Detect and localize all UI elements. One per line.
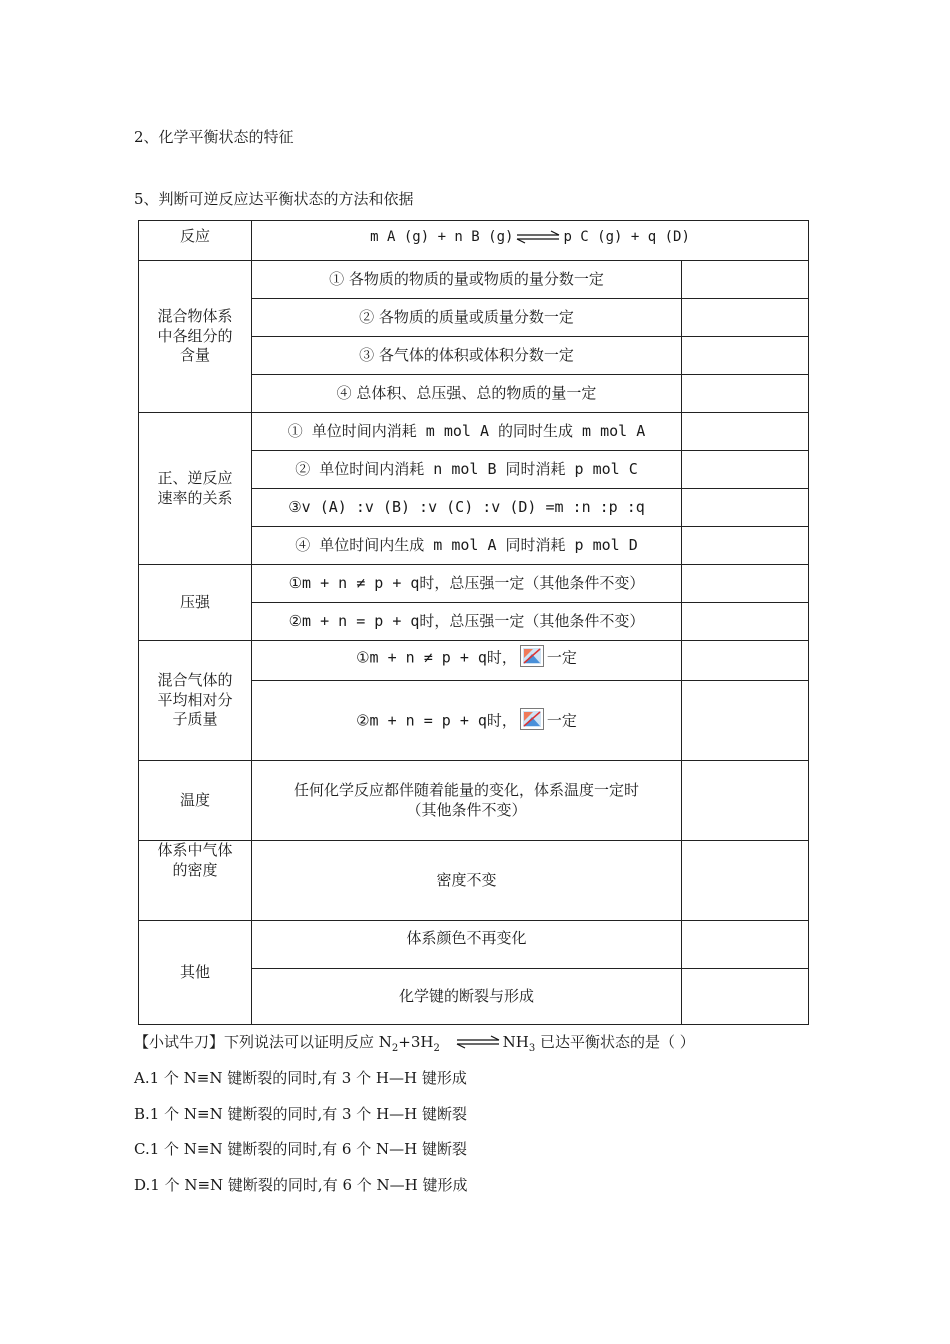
rate-group-label [139, 413, 252, 565]
blank-cell [682, 261, 809, 299]
pressure-row-2: ②m + n = p + q时，总压强一定（其他条件不变） [252, 603, 682, 641]
density-text: 密度不变 [252, 841, 682, 921]
blank-cell [682, 603, 809, 641]
other-row-1: 体系颜色不再变化 [252, 921, 682, 969]
reaction-equation [252, 221, 809, 261]
blank-cell [682, 375, 809, 413]
blank-cell [682, 969, 809, 1025]
quiz-option-d: D.1 个 N≡N 键断裂的同时,有 6 个 N—H 键形成 [134, 1176, 468, 1194]
rate-row-4: ④ 单位时间内生成 m mol A 同时消耗 p mol D [252, 527, 682, 565]
blank-cell [682, 337, 809, 375]
blank-cell [682, 413, 809, 451]
density-label-line: 体系中气体 [157, 841, 233, 859]
equilibrium-criteria-table [138, 220, 809, 1025]
other-row-2: 化学键的断裂与形成 [252, 969, 682, 1025]
molar-mass-group-label [139, 641, 252, 761]
content-row-1: ① 各物质的物质的量或物质的量分数一定 [252, 261, 682, 299]
h2-subscript: 2 [433, 1043, 440, 1054]
blank-cell [682, 841, 809, 921]
quiz-option-b: B.1 个 N≡N 键断裂的同时,有 3 个 H—H 键断裂 [134, 1105, 468, 1123]
blank-cell [682, 527, 809, 565]
n2-subscript: 2 [391, 1043, 399, 1054]
molar-mass-label-line: 混合气体的 [157, 671, 233, 690]
rate-row-1: ① 单位时间内消耗 m mol A 的同时生成 m mol A [252, 413, 682, 451]
nh3-subscript: 3 [528, 1043, 536, 1054]
molar-mass-row-1-suffix: 一定 [546, 648, 577, 667]
blank-cell [682, 299, 809, 337]
molar-mass-row-2-suffix: 一定 [546, 711, 577, 729]
equilibrium-arrow-icon [455, 1035, 501, 1049]
temperature-text-line: 任何化学反应都伴随着能量的变化，体系温度一定时 [293, 781, 639, 799]
image-placeholder-icon [520, 645, 544, 667]
molar-mass-row-2 [252, 681, 682, 761]
temperature-text [252, 761, 682, 841]
pressure-label: 压强 [139, 565, 252, 641]
content-row-2: ② 各物质的质量或质量分数一定 [252, 299, 682, 337]
section-heading-5: 5、判断可逆反应达平衡状态的方法和依据 [134, 190, 414, 208]
other-label: 其他 [139, 921, 252, 1025]
molar-mass-row-1 [252, 641, 682, 681]
blank-cell [682, 565, 809, 603]
blank-cell [682, 641, 809, 681]
quiz-prefix: 【小试牛刀】下列说法可以证明反应 N [134, 1033, 392, 1051]
image-placeholder-icon [520, 708, 544, 730]
content-label-line: 含量 [179, 346, 210, 365]
quiz-product: NH [502, 1033, 529, 1051]
density-label-line: 的密度 [172, 860, 218, 879]
rate-label-line: 速率的关系 [157, 488, 233, 507]
blank-cell [682, 489, 809, 527]
quiz-option-a: A.1 个 N≡N 键断裂的同时,有 3 个 H—H 键形成 [134, 1069, 467, 1087]
quiz-option-c: C.1 个 N≡N 键断裂的同时,有 6 个 N—H 键断裂 [134, 1140, 467, 1158]
density-group-label [139, 841, 252, 921]
content-label-line: 混合物体系 [157, 307, 233, 326]
blank-cell [682, 921, 809, 969]
molar-mass-row-1-prefix: ①m + n ≠ p + q时， [356, 648, 517, 667]
reaction-right: p C (g) + q (D) [563, 229, 690, 245]
quiz-mid: +3H [398, 1033, 434, 1051]
section-heading-2: 2、化学平衡状态的特征 [134, 128, 294, 146]
molar-mass-row-2-prefix: ②m + n = p + q时， [356, 711, 517, 729]
rate-row-3: ③v (A) :v (B) :v (C) :v (D) =m :n :p :q [252, 489, 682, 527]
reaction-row [139, 221, 809, 261]
rate-row-2: ② 单位时间内消耗 n mol B 同时消耗 p mol C [252, 451, 682, 489]
blank-cell [682, 761, 809, 841]
quiz-suffix: 已达平衡状态的是（ ） [535, 1033, 695, 1051]
temperature-label: 温度 [139, 761, 252, 841]
content-row-4: ④ 总体积、总压强、总的物质的量一定 [252, 375, 682, 413]
reaction-left: m A (g) + n B (g) [370, 229, 514, 245]
content-label-line: 中各组分的 [157, 326, 233, 345]
molar-mass-label-line: 子质量 [172, 710, 218, 729]
blank-cell [682, 451, 809, 489]
molar-mass-label-line: 平均相对分 [157, 690, 233, 709]
pressure-row-1: ①m + n ≠ p + q时，总压强一定（其他条件不变） [252, 565, 682, 603]
content-row-3: ③ 各气体的体积或体积分数一定 [252, 337, 682, 375]
temperature-text-line: （其他条件不变） [406, 800, 527, 819]
reaction-label: 反应 [139, 221, 252, 261]
equilibrium-arrow-icon [515, 230, 561, 244]
rate-label-line: 正、逆反应 [157, 469, 233, 487]
quiz-question [134, 1031, 695, 1054]
content-group-label [139, 261, 252, 413]
blank-cell [682, 681, 809, 761]
